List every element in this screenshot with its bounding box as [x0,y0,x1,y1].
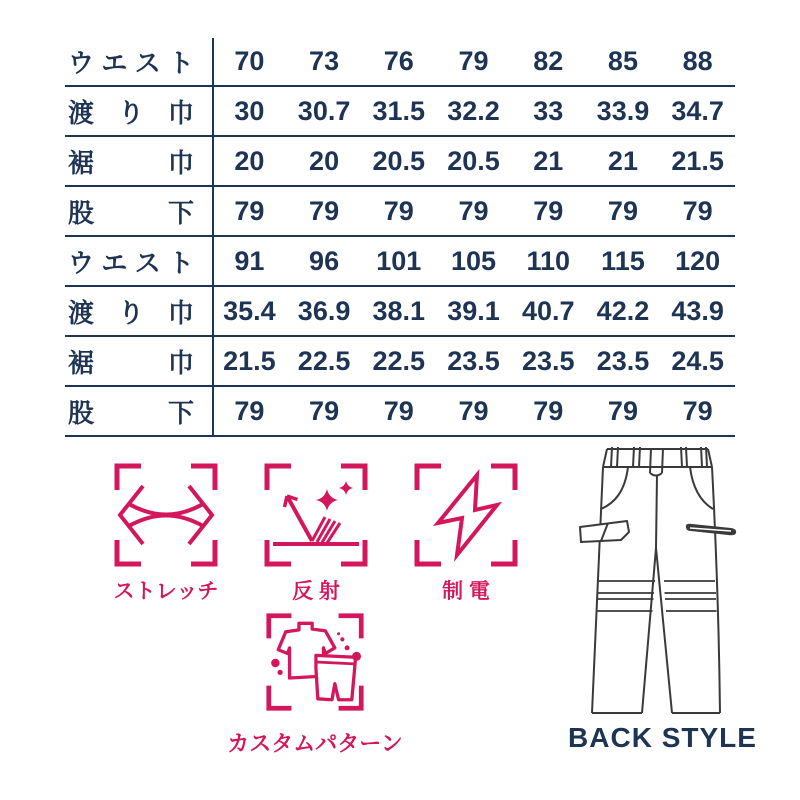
size-value: 79 [309,195,340,226]
row-values [212,87,735,135]
size-value: 20.5 [447,145,500,176]
table-row [65,237,735,287]
size-value: 22.5 [297,345,351,376]
size-value: 30.7 [297,95,351,126]
row-values [212,237,735,285]
table-row [65,387,735,437]
figure-caption: BACK STYLE [568,722,757,753]
size-value: 79 [682,395,713,426]
size-value: 20 [234,145,265,176]
feature-label: 制 電 [442,580,490,603]
row-header-char: 下 [167,397,194,428]
row-header-char: り [117,297,144,328]
row-header-char: 巾 [167,147,194,178]
row-header [65,137,212,185]
size-value: 33.9 [596,95,650,126]
size-value: 79 [533,395,564,426]
size-value: 39.1 [447,295,500,326]
size-value: 23.5 [521,345,575,376]
feature-reflective [263,462,369,605]
size-value: 73 [309,45,340,76]
size-value: 79 [309,395,340,426]
stretch-icon [113,462,219,568]
size-value: 79 [607,395,638,426]
size-value: 79 [533,195,564,226]
size-value: 20.5 [372,145,426,176]
size-value: 79 [383,195,414,226]
feature-label: ストレッチ [113,580,219,603]
size-value: 79 [234,195,265,226]
table-row [65,37,735,87]
row-header-char: ス [134,247,161,278]
size-value: 88 [682,45,713,76]
size-value: 79 [458,195,489,226]
row-header-char: 巾 [167,297,194,328]
row-header [65,287,212,335]
row-values [212,287,735,335]
row-header-char: 股 [68,397,95,428]
size-value: 115 [601,245,645,276]
size-value: 32.2 [447,95,500,126]
size-value: 79 [458,45,489,76]
row-header-char: り [117,97,144,128]
row-header-char: ト [167,247,194,278]
size-value: 82 [533,45,564,76]
table-row [65,87,735,137]
size-value: 30 [234,95,265,126]
size-value: 36.9 [297,295,351,326]
size-value: 79 [458,395,489,426]
table-row [65,287,735,337]
size-value: 79 [682,195,713,226]
size-value: 96 [309,245,340,276]
size-value: 105 [450,245,497,276]
size-value: 79 [607,195,638,226]
size-value: 38.1 [372,295,426,326]
row-header [65,37,212,85]
feature-custom-pattern [227,612,403,758]
size-value: 21.5 [671,145,724,176]
size-value: 20 [309,145,340,176]
feature-label: 反 射 [292,580,340,603]
pants-back-drawing [565,443,795,733]
row-header [65,87,212,135]
row-header-char: 裾 [68,147,95,178]
feature-label: カスタムパターン [227,731,403,756]
size-value: 35.4 [223,295,276,326]
size-value: 21 [533,145,564,176]
row-header-char: 下 [167,197,194,228]
table-row [65,337,735,387]
size-value: 40.7 [521,295,575,326]
size-value: 85 [607,45,638,76]
row-values [212,337,735,385]
row-header-char: 渡 [68,297,95,328]
size-value: 21.5 [223,345,276,376]
size-value: 33 [533,95,564,126]
row-header-char: 渡 [68,97,95,128]
custom-pattern-icon [265,612,365,712]
row-header-char: 巾 [167,347,194,378]
size-value: 21 [607,145,638,176]
feature-stretch [113,462,219,605]
table-column-divider [212,38,214,437]
size-value: 43.9 [671,295,724,326]
size-value: 91 [234,245,265,276]
row-header-char: エ [101,247,128,278]
size-value: 110 [526,245,571,276]
size-value: 23.5 [596,345,650,376]
row-values [212,137,735,185]
row-header [65,187,212,235]
antistatic-icon [413,462,519,568]
size-value: 24.5 [671,345,724,376]
table-row [65,187,735,237]
pants-back-figure [565,443,795,738]
row-header-char: ウ [68,247,95,278]
row-header-char: 股 [68,197,95,228]
row-header [65,387,212,435]
size-value: 101 [376,245,422,276]
table-row [65,137,735,187]
size-value: 120 [675,245,721,276]
row-header [65,237,212,285]
row-values [212,187,735,235]
size-value: 23.5 [447,345,500,376]
size-table [65,37,735,437]
row-values [212,387,735,435]
reflective-icon [263,462,369,568]
row-header-char: ウ [68,47,95,78]
size-value: 22.5 [372,345,426,376]
row-header-char: ト [167,47,194,78]
row-header [65,337,212,385]
size-value: 76 [383,45,414,76]
row-header-char: 巾 [167,97,194,128]
row-values [212,37,735,85]
size-value: 34.7 [671,95,724,126]
row-header-char: 裾 [68,347,95,378]
size-value: 79 [383,395,414,426]
row-header-char: エ [101,47,128,78]
row-header-char: ス [134,47,161,78]
size-value: 79 [234,395,265,426]
size-value: 31.5 [372,95,426,126]
feature-antistatic [413,462,519,605]
size-value: 70 [234,45,265,76]
size-value: 42.2 [596,295,650,326]
